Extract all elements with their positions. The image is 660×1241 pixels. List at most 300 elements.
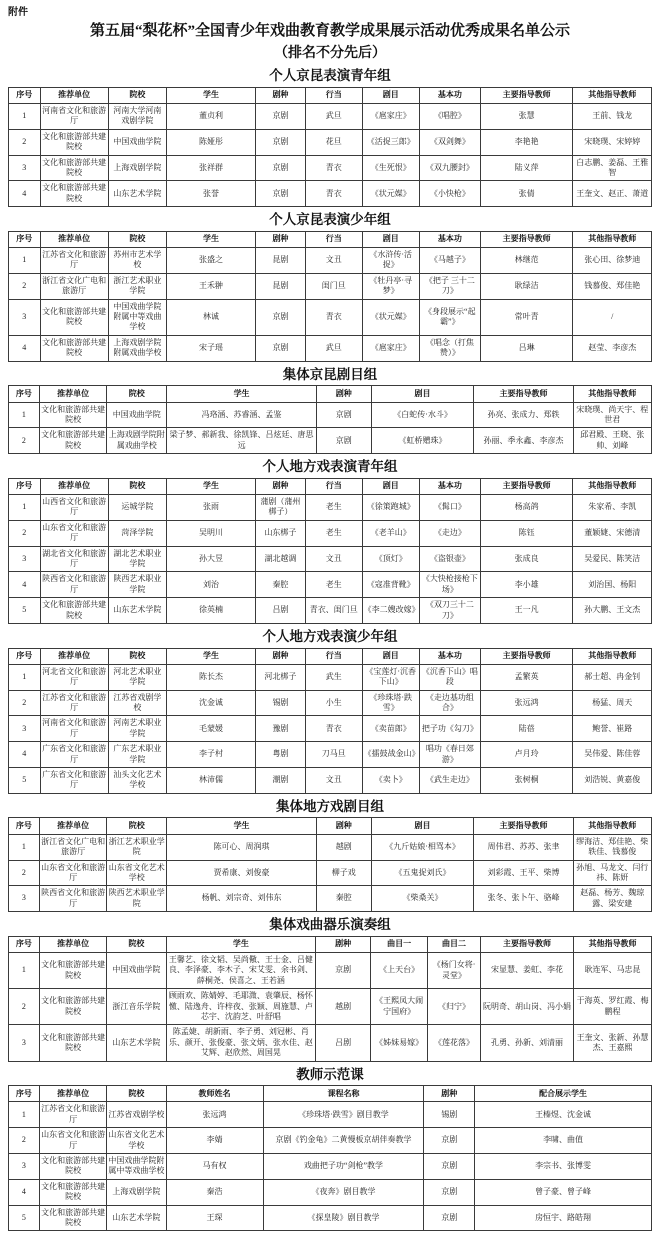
table-cell: 文丑 [306,546,363,572]
table-cell: 《珍珠塔·跌雪》 [362,690,419,716]
section-title: 个人京昆表演青年组 [269,68,391,84]
table-cell: 李婧 [166,1128,263,1154]
table-cell: 江苏省戏剧学校 [107,1102,166,1128]
table-cell: 文化和旅游部共建院校 [40,598,108,624]
header-row [9,231,652,247]
table-cell: 杨高鸽 [480,495,573,521]
table-cell: 曾子豪、曾子峰 [475,1179,652,1205]
column-header: 院校 [108,648,167,664]
table-cell: 戏曲把子功“剑枪”教学 [263,1154,424,1180]
table-cell: 陈孟婕、胡新雨、李子勇、刘冠彬、肖乐、颜开、张俊豪、张文炳、张水佳、赵艾辉、赵欣然、周国晃 [166,1025,316,1061]
table-cell: 梁子梦、郝新我、徐凯锋、吕炫廷、唐思远 [167,428,317,454]
table-cell: 吴伟爱、陈佳蓉 [573,742,652,768]
table-cell: 青衣 [306,155,363,181]
table-cell: 《活捉三郎》 [362,129,419,155]
column-header: 推荐单位 [39,1086,107,1102]
table-cell: 上海戏剧学院附属戏曲学校 [108,335,167,361]
column-header: 行当 [306,87,363,103]
table-cell: 《归宁》 [428,989,481,1025]
table-cell: 张冬、张卜午、骆峰 [474,886,573,912]
table-cell: 陈可心、周润琪 [167,834,317,860]
table-cell: 宋晓璞、尚天宇、程世君 [573,402,652,428]
table-cell: 昆剧 [255,273,305,299]
column-header: 剧目 [362,478,419,494]
table-cell: 文丑 [306,248,363,274]
column-header: 课程名称 [263,1086,424,1102]
table-cell: 马有权 [166,1154,263,1180]
section [8,628,652,794]
table-cell: 赵莹、李彦杰 [573,335,652,361]
table-cell: 山西省文化和旅游厅 [40,495,108,521]
table-row [9,742,652,768]
table-row [9,1205,652,1231]
table-cell: 张盛之 [167,248,256,274]
table-row [9,104,652,130]
table-cell: 《双剑舞》 [419,129,480,155]
column-header: 剧种 [424,1086,475,1102]
table-cell: 《双九腰封》 [419,155,480,181]
table-cell: 《卖苗郎》 [362,716,419,742]
table-cell: 贾希康、刘俊豪 [167,860,317,886]
table-row [9,181,652,207]
table-cell: 苏州市艺术学校 [108,248,167,274]
table-cell: 中国戏曲学院 [107,402,167,428]
table-cell: 山东省文化和旅游厅 [40,520,108,546]
column-header: 剧种 [316,818,371,834]
table-cell: 孟繁英 [480,664,573,690]
column-header: 序号 [9,386,40,402]
table-cell: 河北艺术职业学院 [108,664,167,690]
table-cell: 邱君殿、王晓、张帅、刘峰 [573,428,652,454]
table-cell: 《武生走边》 [419,768,480,794]
column-header: 曲目一 [370,936,427,952]
table-cell: 3 [9,299,41,335]
column-header: 剧种 [255,231,305,247]
table-cell: 广东艺术职业学院 [108,742,167,768]
table-cell: 文化和旅游部共建院校 [40,299,108,335]
column-header: 剧目 [362,231,419,247]
column-header: 其他指导教师 [573,231,652,247]
table-cell: 《李二嫂改嫁》 [362,598,419,624]
header-row [9,936,652,952]
column-header: 学生 [167,818,317,834]
table-cell: 2 [9,273,41,299]
table-cell: 花旦 [306,129,363,155]
results-table [8,817,652,912]
table-cell: 江苏省文化和旅游厅 [39,1102,107,1128]
table-cell: 《五鬼捉刘氏》 [371,860,474,886]
column-header: 学生 [166,936,316,952]
table-cell: 菏泽学院 [108,520,167,546]
section [8,458,652,624]
table-cell: 周伟君、苏苏、张聿 [474,834,573,860]
table-cell: 《沉香下山》唱段 [419,664,480,690]
table-cell: 张雨 [167,495,256,521]
table-cell: 京剧 [255,335,305,361]
column-header: 主要指导教师 [480,478,573,494]
table-cell: 孙丽、季永鑫、李彦杰 [474,428,573,454]
table-cell: 3 [9,1154,40,1180]
table-cell: 毛蒙媛 [167,716,256,742]
table-cell: 《大快枪接枪下场》 [419,572,480,598]
table-cell: 董贞利 [167,104,256,130]
table-cell: 《顶灯》 [362,546,419,572]
table-cell: 沈金诚 [167,690,256,716]
table-cell: 上海戏剧学院附属戏曲学校 [107,428,167,454]
column-header: 主要指导教师 [474,386,573,402]
table-cell: 江苏省戏剧学校 [108,690,167,716]
column-header: 剧目 [371,386,474,402]
table-cell: 张慧 [480,104,573,130]
table-cell: 3 [9,716,41,742]
table-cell: 李子村 [167,742,256,768]
table-cell: 王前、钱龙 [573,104,652,130]
table-cell: 广东省文化和旅游厅 [40,742,108,768]
table-cell: 于海英、罗红霞、梅鹏程 [574,989,652,1025]
table-cell: 缪海洁、郑佳艳、柴轶佳、钱慕俊 [573,834,652,860]
table-cell: 中国戏曲学院 [108,129,167,155]
table-cell: 武生 [306,664,363,690]
table-cell: 张心田、徐梦迪 [573,248,652,274]
table-cell: 《状元媒》 [362,181,419,207]
table-cell: 武旦 [306,335,363,361]
column-header: 教师姓名 [166,1086,263,1102]
table-cell: 吕剧 [255,598,305,624]
column-header: 院校 [107,386,167,402]
table-cell: 吕琳 [480,335,573,361]
table-cell: 王榛煜、沈金诚 [475,1102,652,1128]
section-title: 个人地方戏表演少年组 [262,628,398,644]
section [8,366,652,455]
table-row [9,546,652,572]
table-cell: 粤剧 [255,742,305,768]
column-header: 剧种 [255,87,305,103]
table-cell: 陕西省文化和旅游厅 [39,886,107,912]
table-row [9,155,652,181]
table-cell: 山东省文化和旅游厅 [39,1128,107,1154]
table-cell: 老生 [306,572,363,598]
column-header: 基本功 [419,648,480,664]
table-cell: 房恒宇、路皓翔 [475,1205,652,1231]
table-cell: 京剧 [316,428,371,454]
table-cell: 朱家希、李凯 [573,495,652,521]
table-cell: 文化和旅游部共建院校 [40,181,108,207]
table-cell: 江苏省文化和旅游厅 [40,690,108,716]
column-header: 基本功 [419,87,480,103]
table-cell: 张成良 [480,546,573,572]
table-cell: 《莲花落》 [428,1025,481,1061]
table-row [9,129,652,155]
table-cell: 把子功《勾刀》 [419,716,480,742]
table-cell: 李宗书、张博雯 [475,1154,652,1180]
table-cell: 陕西艺术职业学院 [108,572,167,598]
table-cell: 宋子瑶 [167,335,256,361]
column-header: 主要指导教师 [480,231,573,247]
header-row [9,386,652,402]
table-cell: 李艳艳 [480,129,573,155]
column-header: 院校 [108,478,167,494]
table-cell: 冯珞涵、苏睿涵、孟鉴 [167,402,317,428]
column-header: 学生 [167,231,256,247]
table-cell: 《牡丹亭·寻梦》 [362,273,419,299]
results-table [8,936,652,1062]
table-cell: 河北梆子 [255,664,305,690]
table-cell: 1 [9,495,41,521]
table-cell: 陆蓓 [480,716,573,742]
table-cell: 3 [9,1025,40,1061]
column-header: 剧种 [255,478,305,494]
column-header: 主要指导教师 [480,936,573,952]
table-cell: 《双刀三十二刀》 [419,598,480,624]
table-cell: 2 [9,989,40,1025]
table-cell: 文化和旅游部共建院校 [39,1205,107,1231]
column-header: 院校 [108,231,167,247]
column-header: 主要指导教师 [474,818,573,834]
table-cell: 京剧 [255,299,305,335]
table-row [9,989,652,1025]
table-cell: 《身段展示“起霸”》 [419,299,480,335]
section [8,1066,652,1232]
table-cell: 王奎文、张新、孙慧杰、王嘉熙 [574,1025,652,1061]
column-header: 序号 [9,648,41,664]
table-cell: 山东艺术学院 [108,181,167,207]
table-cell: 山东省文化艺术学校 [107,860,167,886]
table-row [9,1128,652,1154]
table-cell: 卢月玲 [480,742,573,768]
table-row [9,768,652,794]
table-cell: 京剧 [424,1128,475,1154]
column-header: 推荐单位 [40,648,108,664]
column-header: 其他指导教师 [573,87,652,103]
table-cell: 鲍誉、崔路 [573,716,652,742]
table-row [9,402,652,428]
column-header: 推荐单位 [40,87,108,103]
table-cell: 山东艺术学院 [107,1205,166,1231]
table-cell: 山东艺术学院 [108,598,167,624]
table-row [9,886,652,912]
table-row [9,572,652,598]
table-cell: 徐英楠 [167,598,256,624]
table-cell: 《髯口》 [419,495,480,521]
table-cell: 文化和旅游部共建院校 [39,1179,107,1205]
table-cell: 中国戏曲学院附属中等戏曲学校 [108,299,167,335]
column-header: 剧种 [255,648,305,664]
table-cell: 《虹桥赠珠》 [371,428,474,454]
results-table [8,87,652,208]
table-row [9,953,652,989]
table-cell: 京剧 [424,1179,475,1205]
table-cell: 浙江省文化广电和旅游厅 [39,834,107,860]
table-cell: 山东艺术学院 [107,1025,166,1061]
table-cell: 河南省文化和旅游厅 [40,716,108,742]
table-row [9,716,652,742]
table-cell: 文化和旅游部共建院校 [40,335,108,361]
table-cell: 湖北省文化和旅游厅 [40,546,108,572]
table-cell: 顾雨欢、陈婧婷、毛耶溦、袁肇辰、杨怀憿、陆逸舟、许梓夜、张颖、周施慧、卢芯宇、沈韵芝、叶舒唱 [166,989,316,1025]
table-cell: 刀马旦 [306,742,363,768]
table-cell: 秦浩 [166,1179,263,1205]
table-cell: 京剧 [424,1205,475,1231]
table-cell: 《九斤姑娘·相骂本》 [371,834,474,860]
table-cell: 孙大昱 [167,546,256,572]
table-row [9,834,652,860]
table-cell: 钱慕俊、郑佳艳 [573,273,652,299]
table-cell: 刘彩霞、王平、柴博 [474,860,573,886]
column-header: 序号 [9,231,41,247]
table-cell: 1 [9,104,41,130]
table-row [9,248,652,274]
table-cell: 《王熙凤大闹宁国府》 [370,989,427,1025]
document-title: 第五届“梨花杯”全国青少年戏曲教育教学成果展示活动优秀成果名单公示 [89,23,570,39]
table-cell: 京剧 [316,402,371,428]
table-cell: 武旦 [306,104,363,130]
table-cell: 《寇准背靴》 [362,572,419,598]
table-cell: 《马越子》 [419,248,480,274]
table-cell: 京剧 [424,1154,475,1180]
table-cell: 陈钰 [480,520,573,546]
table-cell: 京剧 [255,181,305,207]
table-cell: 陆义萍 [480,155,573,181]
column-header: 剧目 [371,818,474,834]
table-cell: 《走边基功组合》 [419,690,480,716]
section [8,67,652,207]
section-title: 集体地方戏剧目组 [276,798,384,814]
table-cell: 5 [9,1205,40,1231]
section-title: 个人京昆表演少年组 [269,212,391,228]
header-row [9,87,652,103]
table-cell: 2 [9,1128,40,1154]
table-cell: 河北省文化和旅游厅 [40,664,108,690]
table-cell: 京剧 [255,129,305,155]
table-cell: 《上天台》 [370,953,427,989]
table-row [9,1102,652,1128]
table-cell: 3 [9,546,41,572]
column-header: 学生 [167,478,256,494]
column-header: 曲目二 [428,936,481,952]
column-header: 序号 [9,1086,40,1102]
table-cell: 《把子 三十二刀》 [419,273,480,299]
table-cell: 张远鸿 [480,690,573,716]
column-header: 推荐单位 [39,818,107,834]
table-cell: 王琛 [166,1205,263,1231]
table-cell: 小生 [306,690,363,716]
table-cell: 陈娅彤 [167,129,256,155]
column-header: 基本功 [419,478,480,494]
table-cell: 运城学院 [108,495,167,521]
table-cell: 文丑 [306,768,363,794]
table-cell: 秦腔 [255,572,305,598]
section-title: 集体戏曲器乐演奏组 [269,917,391,933]
table-row [9,520,652,546]
table-cell: 汕头文化艺术学校 [108,768,167,794]
table-cell: 2 [9,520,41,546]
table-cell: 4 [9,335,41,361]
table-cell: 文化和旅游部共建院校 [39,402,107,428]
header-row [9,648,652,664]
table-cell: 唱功《春日郊游》 [419,742,480,768]
section-title: 集体京昆剧目组 [282,366,378,382]
table-cell: 《柴桑关》 [371,886,474,912]
table-cell: 3 [9,155,41,181]
table-cell: 1 [9,664,41,690]
column-header: 其他指导教师 [574,936,652,952]
table-cell: 文化和旅游部共建院校 [39,1154,107,1180]
column-header: 推荐单位 [39,386,107,402]
column-header: 其他指导教师 [573,818,652,834]
column-header: 推荐单位 [40,231,108,247]
table-row [9,1154,652,1180]
table-cell: 林诚 [167,299,256,335]
table-cell: 《唱腔》 [419,104,480,130]
table-cell: 文化和旅游部共建院校 [39,989,107,1025]
results-table [8,231,652,362]
table-cell: 白志鹏、姜磊、王雅智 [573,155,652,181]
column-header: 行当 [306,478,363,494]
table-cell: 老生 [306,495,363,521]
table-cell: 赵磊、杨芳、魏琼露、梁安建 [573,886,652,912]
column-header: 院校 [108,87,167,103]
table-row [9,428,652,454]
table-cell: 张远鸿 [166,1102,263,1128]
table-cell: 5 [9,598,41,624]
table-cell: 吴爱民、陈笑洁 [573,546,652,572]
table-cell: 《擂鼓战金山》 [362,742,419,768]
table-cell: 越剧 [316,989,371,1025]
table-cell: 常叶青 [480,299,573,335]
table-cell: 陈长杰 [167,664,256,690]
table-cell: 1 [9,248,41,274]
table-cell: 上海戏剧学院 [108,155,167,181]
table-cell: 上海戏剧学院 [107,1179,166,1205]
table-cell: 京剧《钓金龟》二黄慢板京胡伴奏教学 [263,1128,424,1154]
table-cell: 山东梆子 [255,520,305,546]
table-cell: 阮明奇、胡山岗、冯小娟 [480,989,573,1025]
table-cell: 《探皇陵》剧目教学 [263,1205,424,1231]
table-cell: 闺门旦 [306,273,363,299]
table-cell: 《唱念（打焦赞）》 [419,335,480,361]
table-cell: 江苏省文化和旅游厅 [40,248,108,274]
table-cell: 《白蛇传·水斗》 [371,402,474,428]
table-cell: 文化和旅游部共建院校 [39,428,107,454]
table-cell: 孙旭、马龙文、闫行祎、陈妍 [573,860,652,886]
table-cell: 青衣 [306,716,363,742]
results-table [8,385,652,454]
table-cell: 河南省文化和旅游厅 [40,104,108,130]
column-header: 院校 [107,818,167,834]
table-cell: 《走边》 [419,520,480,546]
section [8,798,652,912]
table-cell: 湖北越调 [255,546,305,572]
table-cell: 中国戏曲学院附属中等戏曲学校 [107,1154,166,1180]
table-cell: 京剧 [255,104,305,130]
table-cell: 文化和旅游部共建院校 [40,155,108,181]
header-row [9,478,652,494]
table-cell: 河南艺术职业学院 [108,716,167,742]
table-row [9,495,652,521]
results-table [8,648,652,794]
column-header: 剧种 [316,936,371,952]
table-cell: 李小雄 [480,572,573,598]
table-cell: 锡剧 [424,1102,475,1128]
column-header: 剧目 [362,648,419,664]
table-cell: 宋晓璞、宋婷婷 [573,129,652,155]
results-table [8,478,652,624]
table-row [9,664,652,690]
column-header: 序号 [9,936,40,952]
table-cell: 昆剧 [255,248,305,274]
column-header: 主要指导教师 [480,87,573,103]
table-cell: 湖北艺术职业学院 [108,546,167,572]
